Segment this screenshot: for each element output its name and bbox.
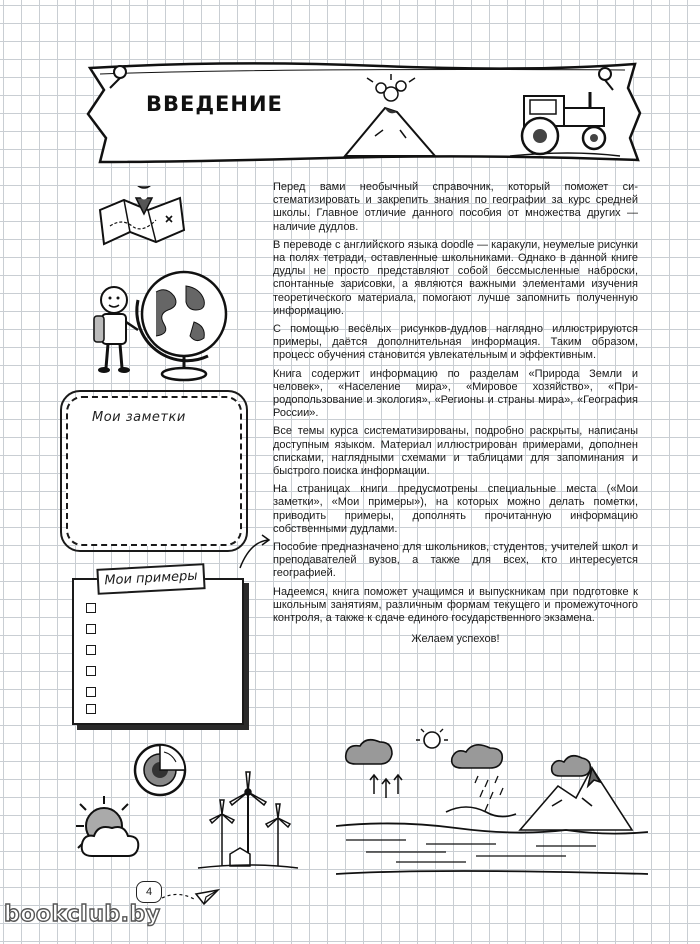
paragraph: С помощью весёлых рисунков-дудлов наглядно иллюстрируются примеры, даётся дополнительная информация. Таким образом, процесс обучения становится увлекательным и эффективным. (273, 323, 638, 362)
checkbox[interactable] (86, 687, 96, 697)
intro-text (273, 181, 638, 652)
paragraph: Все темы курса систематизированы, подробно раскрыты, написаны доступным языком. Материал иллюстрирован примерами, дополнен списками, наглядными схемами и таблицами для запоминания и быстрого поиска информации. (273, 425, 638, 478)
wind-turbine-icon (196, 770, 300, 876)
paragraph: Пособие предназначено для школьников, студентов, учителей школ и преподавателей вузов, а также для всех, кто интересуется географией. (273, 541, 638, 580)
checkbox[interactable] (86, 666, 96, 676)
paragraph: Надеемся, книга поможет учащимся и выпускникам при подготовке к школьным занятиям, различным формам текущего и промежуточного контроля, а также к сдаче единого государственного экзамена. (273, 585, 638, 625)
checkbox[interactable] (86, 624, 96, 634)
paragraph: Перед вами необычный справочник, который поможет систематизировать и закрепить знания по географии за курс средней школы. Главное отличие данного пособия от множества других — наличие дудлов. (273, 181, 638, 233)
notes-label: Мои заметки (92, 410, 186, 425)
page-title: ВВЕДЕНИЕ (146, 92, 283, 116)
paragraph: В переводе с английского языка doodle — каракули, неумелые рисунки на полях тетради, оставленные школьниками. Однако в данной книге дудлы не просто представляют собой бессмысленные наброски, спонтанные зарисовки, а являются важными элементами изучения теоретического материала, помогают лучше запомнить полученную информацию. (273, 238, 638, 317)
page-number: 4 (136, 881, 162, 903)
globe-icon (137, 272, 226, 380)
watermark: bookclub.by (4, 902, 161, 927)
paper-plane-icon (160, 886, 230, 908)
landscape-weather-icon (336, 728, 648, 878)
examples-area[interactable] (72, 578, 244, 725)
paragraph: На страницах книги предусмотрены специальные места («Мои заметки», «Мои примеры»), на которых можно делать пометки, приводить примеры, дополнять прочитанную информацию собственными дудлами. (273, 483, 638, 535)
checkbox[interactable] (86, 704, 96, 714)
closing-line: Желаем успехов! (411, 633, 500, 646)
checkbox[interactable] (86, 645, 96, 655)
map-pin-icon (96, 186, 188, 248)
arrow-icon (236, 532, 272, 572)
examples-label: Мои примеры (96, 563, 205, 595)
checkbox[interactable] (86, 603, 96, 613)
boy-doodle-icon (94, 287, 138, 373)
boy-with-globe-doodle (86, 264, 236, 382)
paragraph: Книга содержит информацию по разделам «Природа Земли и человек», «Население мира», «Мировое хозяйство», «Природопользование и экология», «Регионы и страны мира», «География России». (273, 367, 638, 420)
sun-cloud-icon (70, 790, 152, 866)
